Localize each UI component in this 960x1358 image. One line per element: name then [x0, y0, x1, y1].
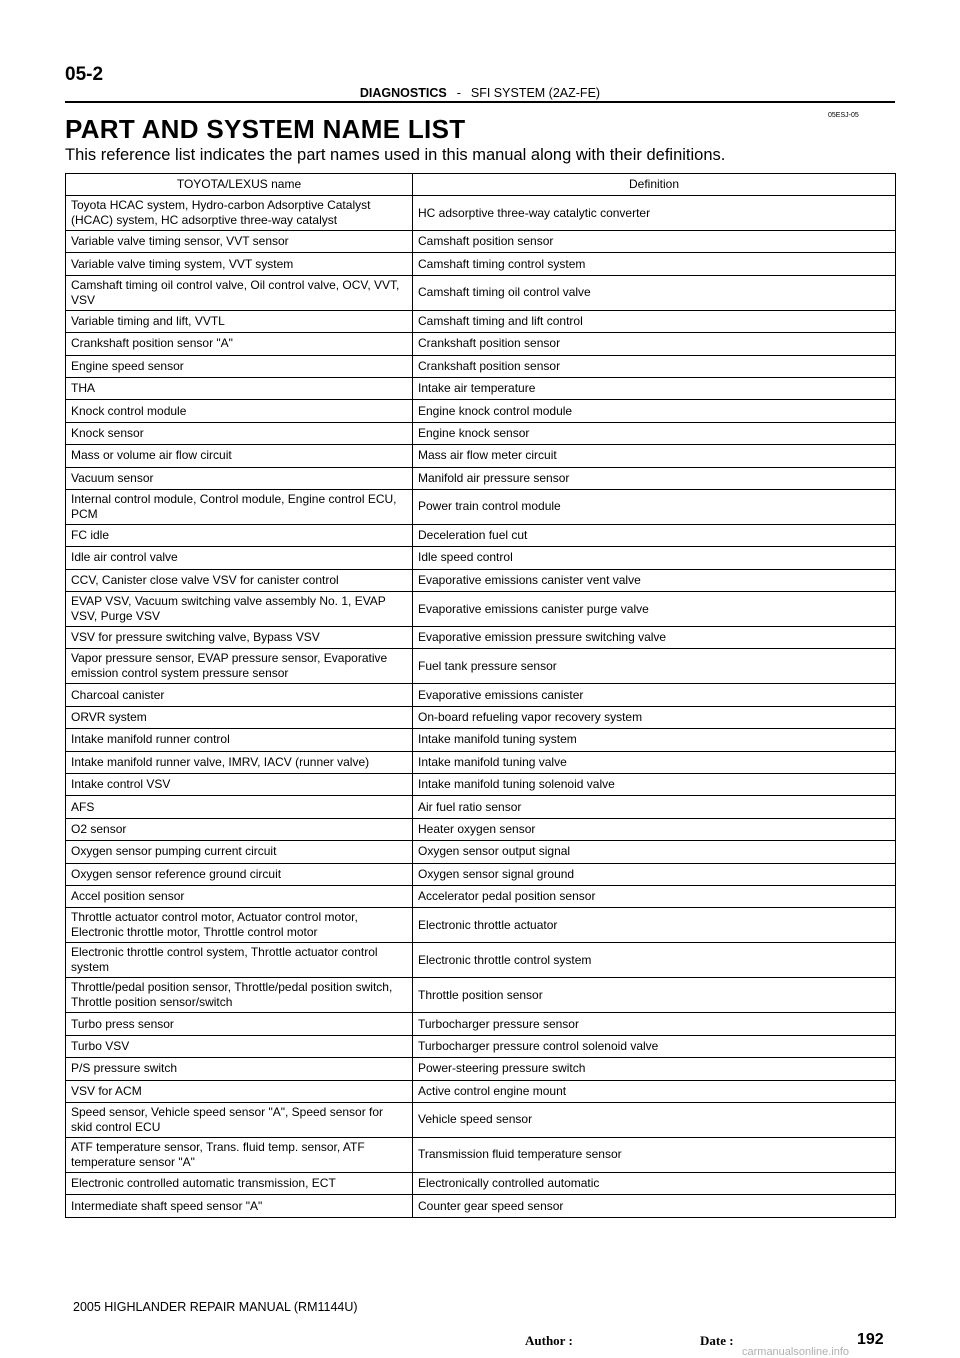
cell-definition: Crankshaft position sensor: [413, 355, 896, 377]
table-header-row: [66, 174, 896, 196]
cell-toyota-lexus-name: Turbo VSV: [66, 1035, 413, 1057]
table-row: [66, 818, 896, 840]
date-label: Date :: [700, 1333, 734, 1348]
cell-definition: Power train control module: [413, 489, 896, 524]
footer-manual-title: 2005 HIGHLANDER REPAIR MANUAL (RM1144U): [73, 1300, 358, 1314]
table-row: [66, 231, 896, 253]
cell-definition: Accelerator pedal position sensor: [413, 885, 896, 907]
table-row: [66, 1172, 896, 1194]
cell-toyota-lexus-name: Intermediate shaft speed sensor "A": [66, 1195, 413, 1217]
table-row: [66, 355, 896, 377]
table-row: [66, 400, 896, 422]
cell-definition: Evaporative emissions canister vent valve: [413, 569, 896, 591]
cell-definition: Transmission fluid temperature sensor: [413, 1137, 896, 1172]
cell-definition: Heater oxygen sensor: [413, 818, 896, 840]
cell-definition: Idle speed control: [413, 547, 896, 569]
cell-definition: Camshaft position sensor: [413, 231, 896, 253]
cell-toyota-lexus-name: O2 sensor: [66, 818, 413, 840]
cell-toyota-lexus-name: Accel position sensor: [66, 885, 413, 907]
table-row: [66, 908, 896, 943]
table-row: [66, 196, 896, 231]
cell-toyota-lexus-name: EVAP VSV, Vacuum switching valve assembly No. 1, EVAP VSV, Purge VSV: [66, 592, 413, 627]
table-row: [66, 333, 896, 355]
cell-toyota-lexus-name: Oxygen sensor reference ground circuit: [66, 863, 413, 885]
table-row: [66, 684, 896, 706]
cell-toyota-lexus-name: Toyota HCAC system, Hydro-carbon Adsorptive Catalyst (HCAC) system, HC adsorptive three-way catalyst: [66, 196, 413, 231]
cell-toyota-lexus-name: AFS: [66, 796, 413, 818]
cell-toyota-lexus-name: Mass or volume air flow circuit: [66, 445, 413, 467]
table-row: [66, 377, 896, 399]
cell-toyota-lexus-name: VSV for pressure switching valve, Bypass VSV: [66, 627, 413, 649]
table-row: [66, 774, 896, 796]
page-title: PART AND SYSTEM NAME LIST: [65, 114, 466, 144]
cell-toyota-lexus-name: Internal control module, Control module, Engine control ECU, PCM: [66, 489, 413, 524]
cell-toyota-lexus-name: Throttle/pedal position sensor, Throttle/pedal position switch, Throttle position sensor/switch: [66, 978, 413, 1013]
cell-definition: Engine knock sensor: [413, 422, 896, 444]
cell-definition: Turbocharger pressure control solenoid valve: [413, 1035, 896, 1057]
cell-definition: Evaporative emissions canister: [413, 684, 896, 706]
page-number: 192: [857, 1331, 884, 1348]
table-row: [66, 627, 896, 649]
table-row: [66, 445, 896, 467]
table-row: [66, 275, 896, 310]
cell-toyota-lexus-name: Throttle actuator control motor, Actuator control motor, Electronic throttle motor, Throttle control motor: [66, 908, 413, 943]
cell-definition: On-board refueling vapor recovery system: [413, 706, 896, 728]
header-rule: [65, 101, 895, 103]
cell-toyota-lexus-name: ORVR system: [66, 706, 413, 728]
table-row: [66, 547, 896, 569]
cell-toyota-lexus-name: Oxygen sensor pumping current circuit: [66, 841, 413, 863]
column-header-name: TOYOTA/LEXUS name: [66, 174, 413, 196]
cell-definition: Intake manifold tuning solenoid valve: [413, 774, 896, 796]
table-body: [66, 196, 896, 1218]
watermark: carmanualsonline.info: [742, 1346, 850, 1358]
table-row: [66, 649, 896, 684]
table-row: [66, 1195, 896, 1217]
table-row: [66, 1080, 896, 1102]
cell-toyota-lexus-name: Variable timing and lift, VVTL: [66, 310, 413, 332]
cell-definition: Electronic throttle control system: [413, 943, 896, 978]
table-row: [66, 729, 896, 751]
cell-toyota-lexus-name: Intake manifold runner control: [66, 729, 413, 751]
cell-toyota-lexus-name: Electronic controlled automatic transmission, ECT: [66, 1172, 413, 1194]
cell-toyota-lexus-name: Crankshaft position sensor "A": [66, 333, 413, 355]
table-row: [66, 885, 896, 907]
cell-toyota-lexus-name: VSV for ACM: [66, 1080, 413, 1102]
cell-definition: Crankshaft position sensor: [413, 333, 896, 355]
name-definition-table: [65, 173, 896, 1218]
cell-definition: Mass air flow meter circuit: [413, 445, 896, 467]
header-section: DIAGNOSTICS: [359, 86, 447, 100]
cell-definition: Power-steering pressure switch: [413, 1058, 896, 1080]
cell-definition: Engine knock control module: [413, 400, 896, 422]
cell-definition: Fuel tank pressure sensor: [413, 649, 896, 684]
cell-definition: Intake manifold tuning system: [413, 729, 896, 751]
running-header: [0, 86, 960, 100]
table-row: [66, 706, 896, 728]
cell-definition: Air fuel ratio sensor: [413, 796, 896, 818]
table-row: [66, 422, 896, 444]
table-row: [66, 943, 896, 978]
table-row: [66, 1058, 896, 1080]
document-code: 05ESJ-05: [828, 112, 859, 119]
cell-definition: Evaporative emission pressure switching valve: [413, 627, 896, 649]
table-row: [66, 863, 896, 885]
table-row: [66, 467, 896, 489]
cell-definition: Camshaft timing and lift control: [413, 310, 896, 332]
cell-definition: Oxygen sensor output signal: [413, 841, 896, 863]
cell-definition: Intake air temperature: [413, 377, 896, 399]
table-row: [66, 310, 896, 332]
cell-definition: Manifold air pressure sensor: [413, 467, 896, 489]
table-row: [66, 1035, 896, 1057]
cell-definition: HC adsorptive three-way catalytic converter: [413, 196, 896, 231]
table-row: [66, 1137, 896, 1172]
cell-toyota-lexus-name: Knock control module: [66, 400, 413, 422]
cell-definition: Camshaft timing control system: [413, 253, 896, 275]
cell-toyota-lexus-name: Electronic throttle control system, Throttle actuator control system: [66, 943, 413, 978]
table-row: [66, 751, 896, 773]
cell-toyota-lexus-name: Variable valve timing sensor, VVT sensor: [66, 231, 413, 253]
cell-definition: Counter gear speed sensor: [413, 1195, 896, 1217]
cell-definition: Throttle position sensor: [413, 978, 896, 1013]
cell-definition: Electronically controlled automatic: [413, 1172, 896, 1194]
table-row: [66, 592, 896, 627]
cell-toyota-lexus-name: Camshaft timing oil control valve, Oil control valve, OCV, VVT, VSV: [66, 275, 413, 310]
table-row: [66, 1013, 896, 1035]
cell-definition: Oxygen sensor signal ground: [413, 863, 896, 885]
cell-definition: Camshaft timing oil control valve: [413, 275, 896, 310]
table-row: [66, 1102, 896, 1137]
cell-toyota-lexus-name: P/S pressure switch: [66, 1058, 413, 1080]
cell-toyota-lexus-name: FC idle: [66, 524, 413, 546]
cell-toyota-lexus-name: Vacuum sensor: [66, 467, 413, 489]
cell-toyota-lexus-name: Engine speed sensor: [66, 355, 413, 377]
table-row: [66, 489, 896, 524]
cell-definition: Electronic throttle actuator: [413, 908, 896, 943]
header-dash: -: [456, 86, 461, 100]
table-row: [66, 253, 896, 275]
cell-definition: Deceleration fuel cut: [413, 524, 896, 546]
table-row: [66, 978, 896, 1013]
cell-definition: Evaporative emissions canister purge valve: [413, 592, 896, 627]
cell-toyota-lexus-name: Intake control VSV: [66, 774, 413, 796]
cell-definition: Vehicle speed sensor: [413, 1102, 896, 1137]
cell-toyota-lexus-name: Intake manifold runner valve, IMRV, IACV (runner valve): [66, 751, 413, 773]
header-subsection: SFI SYSTEM (2AZ-FE): [470, 86, 601, 100]
cell-toyota-lexus-name: THA: [66, 377, 413, 399]
cell-toyota-lexus-name: Knock sensor: [66, 422, 413, 444]
cell-definition: Active control engine mount: [413, 1080, 896, 1102]
intro-text: This reference list indicates the part names used in this manual along with their definitions.: [65, 146, 726, 164]
author-label: Author :: [525, 1333, 573, 1348]
section-number: 05-2: [65, 64, 104, 85]
cell-definition: Turbocharger pressure sensor: [413, 1013, 896, 1035]
cell-toyota-lexus-name: Charcoal canister: [66, 684, 413, 706]
cell-toyota-lexus-name: Turbo press sensor: [66, 1013, 413, 1035]
cell-toyota-lexus-name: ATF temperature sensor, Trans. fluid temp. sensor, ATF temperature sensor "A": [66, 1137, 413, 1172]
table-row: [66, 796, 896, 818]
table-row: [66, 841, 896, 863]
table-row: [66, 524, 896, 546]
cell-toyota-lexus-name: CCV, Canister close valve VSV for canister control: [66, 569, 413, 591]
cell-definition: Intake manifold tuning valve: [413, 751, 896, 773]
column-header-definition: Definition: [413, 174, 896, 196]
table-row: [66, 569, 896, 591]
cell-toyota-lexus-name: Variable valve timing system, VVT system: [66, 253, 413, 275]
cell-toyota-lexus-name: Speed sensor, Vehicle speed sensor "A", Speed sensor for skid control ECU: [66, 1102, 413, 1137]
cell-toyota-lexus-name: Vapor pressure sensor, EVAP pressure sensor, Evaporative emission control system pressure sensor: [66, 649, 413, 684]
cell-toyota-lexus-name: Idle air control valve: [66, 547, 413, 569]
